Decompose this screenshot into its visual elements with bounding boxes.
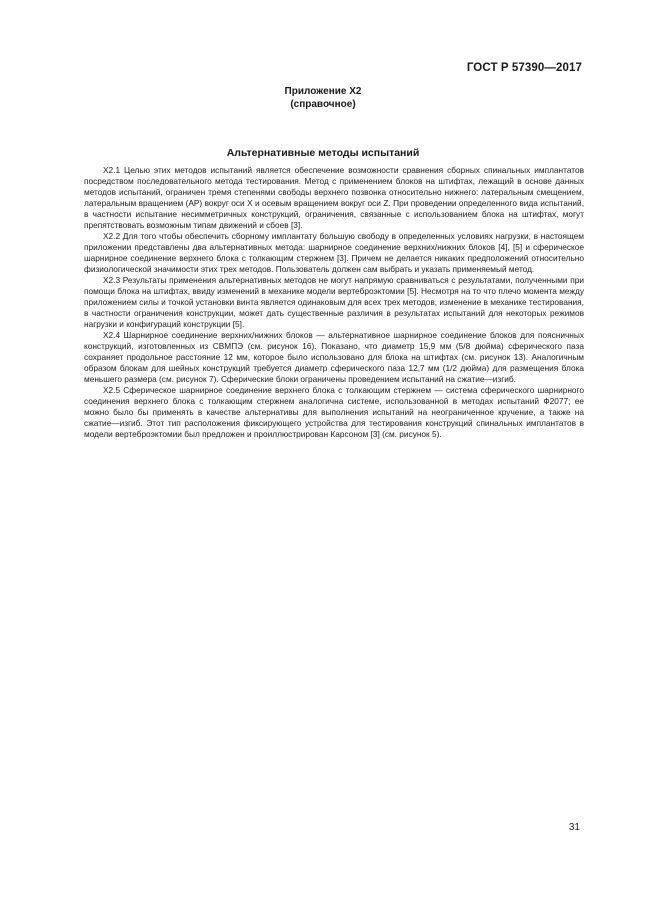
annex-subtitle: (справочное) [290,99,356,110]
page-number: 31 [568,822,580,833]
body-text [84,165,584,440]
paragraph-x2-1: Х2.1 Целью этих методов испытаний является обеспечение возможности сравнения сборных спинальных имплантатов посредством последовательного метода тестирования. Метод с применением блоков на штифтах, лежащий в основе данных методов испытаний, ограничен тремя степенями свободы верхнего позвонка относительно нижнего: латеральным смещением, латеральным вращением (AP) вокруг оси X и осевым вращением вокруг оси Z. При проведении определенного вида испытаний, в частности испытание несимметричных конструкций, ограничения, связанные с использованием блока на штифтах, могут препятствовать возможным типам движений и сбоев [3]. [84,165,584,230]
document-code: ГОСТ Р 57390—2017 [466,62,582,74]
paragraph-x2-5: Х2.5 Сферическое шарнирное соединение верхнего блока с толкающим стержнем — система сферического шарнирного соединения верхнего блока с толкающим стержнем аналогична системе, использованной в методах испытаний Ф2077; ее можно было бы применять в качестве альтернативы для выполнения испытаний на неограниченное кручение, а также на сжатие—изгиб. Этот тип расположения фиксирующего устройства для тестирования конструкций спинальных имплантатов в модели вертеброэктомии был предложен и проиллюстрирован Карсоном [3] (см. рисунок 5). [84,385,584,439]
annex-heading [0,85,646,111]
section-title: Альтернативные методы испытаний [226,147,420,159]
paragraph-x2-3: Х2.3 Результаты применения альтернативных методов не могут напрямую сравниваться с результатами, полученными при помощи блока на штифтах, ввиду изменений в механике модели вертеброэктомии [5]. Несмотря на то что плечо момента между приложением силы и точкой установки винта является одинаковым для всех трех методов, изменение в механике тестирования, в частности ограничения конструкции, может дать существенные различия в результатах испытаний для некоторых режимов нагрузки и конфигураций конструкции [5]. [84,275,584,329]
paragraph-x2-2: Х2.2 Для того чтобы обеспечить сборному имплантату большую свободу в определенных условиях нагрузки, в настоящем приложении представлены два альтернативных метода: шарнирное соединение верхних/нижних блоков [4], [5] и сферическое шарнирное соединение верхнего блока с толкающим стержнем [3]. Причем не делается никаких предположений относительно физиологической значимости этих трех методов. Пользователь должен сам выбрать и указать применяемый метод. [84,231,584,274]
paragraph-x2-4: Х2.4 Шарнирное соединение верхних/нижних блоков — альтернативное шарнирное соединение блоков для поясничных конструкций, изготовленных из СВМПЭ (см. рисунок 16). Показано, что диаметр 15,9 мм (5/8 дюйма) сферического паза сохраняет продольное расстояние 12 мм, которое было использовано для блока на штифтах (см. рисунок 13). Аналогичным образом блокам для шейных конструкций требуется диаметр сферического паза 12,7 мм (1/2 дюйма) для размещения блока меньшего размера (см. рисунок 7). Сферические блоки ограничены проведением испытаний на сжатие—изгиб. [84,330,584,384]
annex-title: Приложение Х2 [284,86,362,97]
